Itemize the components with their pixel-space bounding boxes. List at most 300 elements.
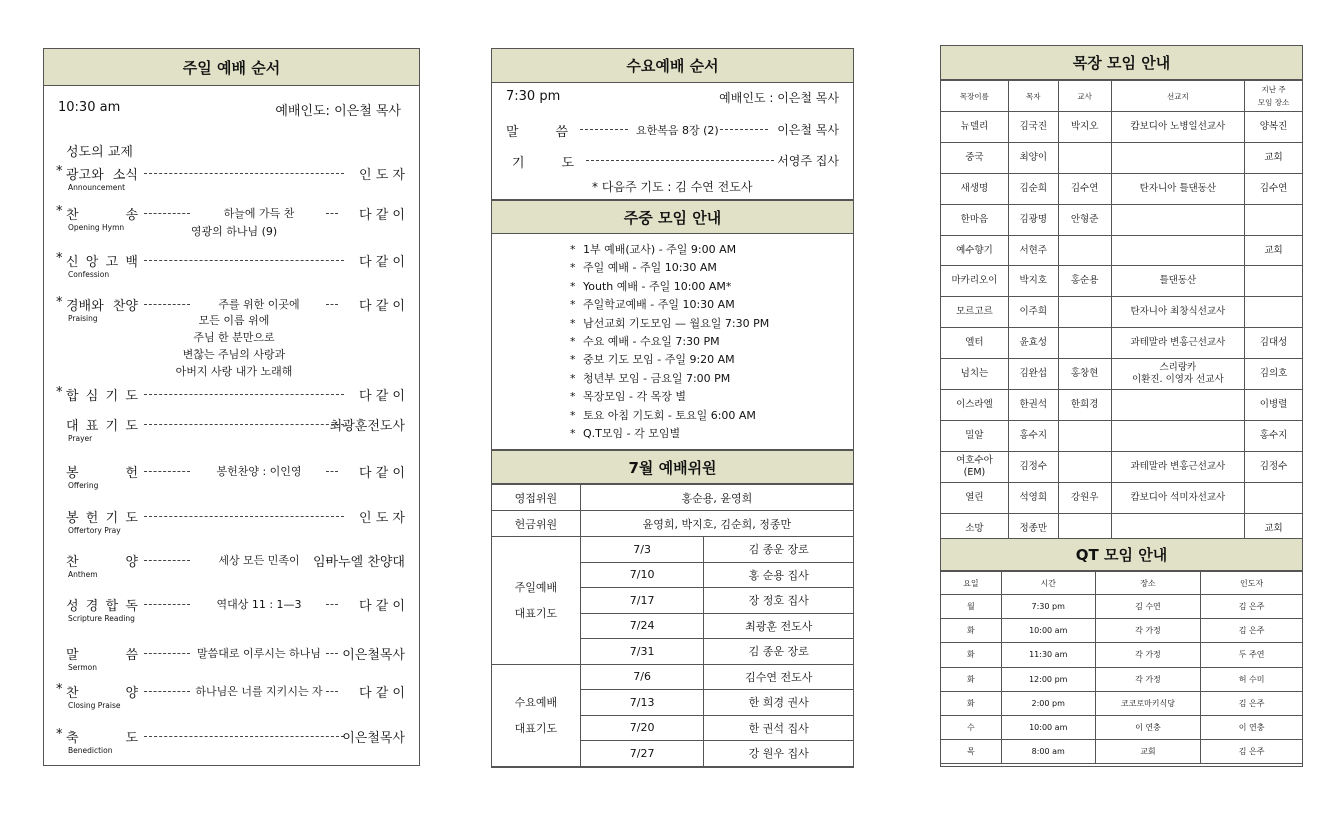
sunday-item-eng: Prayer <box>68 434 93 443</box>
wednesday-sermon-by: 이은철 목사 <box>777 123 839 137</box>
sunday-item-eng: Offering <box>68 481 99 490</box>
qt-leader: 허 수미 <box>1201 667 1303 691</box>
weekly-item <box>570 241 769 259</box>
qt-row <box>941 595 1303 619</box>
sunday-prayer-date: 7/10 <box>580 562 704 588</box>
qt-leader-header: 인도자 <box>1201 572 1303 595</box>
sunday-item-trail-dots <box>326 471 338 472</box>
cell-leader <box>1008 328 1058 359</box>
qt-time: 8:00 am <box>1001 740 1095 764</box>
sunday-item-by: 임마누엘 찬양대 <box>312 555 405 570</box>
qt-time: 12:00 pm <box>1001 667 1095 691</box>
sunday-item-dots <box>144 736 344 737</box>
sunday-item-by: 이은철목사 <box>342 731 405 746</box>
cell-name <box>941 328 1009 359</box>
sunday-prayer-date: 7/17 <box>580 588 704 614</box>
sunday-item-subline: 주님 한 분만으로 <box>193 331 275 344</box>
cell-teacher <box>1058 266 1111 297</box>
cell-teacher <box>1058 112 1111 143</box>
cell-last-place <box>1245 390 1303 421</box>
cell-leader <box>1008 173 1058 204</box>
cell-name-line: 이스라엘 <box>956 398 993 410</box>
cell-teacher-line: 안형준 <box>1070 213 1099 225</box>
sunday-prayer-name: 홍 순용 집사 <box>704 562 854 588</box>
weekly-item <box>570 259 769 277</box>
bullet-icon: * <box>570 243 576 256</box>
cell-name <box>941 359 1009 390</box>
cell-leader-line: 김완섭 <box>1019 368 1048 380</box>
qt-place: 김 수연 <box>1095 595 1201 619</box>
cell-leader-line: 윤효성 <box>1019 337 1048 349</box>
qt-leader: 김 은주 <box>1201 619 1303 643</box>
qt-day: 수 <box>941 715 1002 739</box>
cell-name <box>941 204 1009 235</box>
cell-leader-line: 최양이 <box>1019 151 1048 163</box>
sunday-item-detail: 봉헌찬양 : 이인영 <box>216 465 302 478</box>
cell-last-place-header-line: 모임 장소 <box>1257 98 1290 107</box>
sunday-item-eng: Announcement <box>68 183 126 192</box>
bullet-icon: * <box>570 353 576 367</box>
cell-last-place-header <box>1245 81 1303 112</box>
cell-name-line: 모르고르 <box>956 306 993 318</box>
sunday-item-eng: Benediction <box>68 746 113 755</box>
cell-teacher <box>1058 359 1111 390</box>
sunday-item-mark: * <box>56 727 63 742</box>
cell-last-place <box>1245 451 1303 482</box>
qt-row <box>941 691 1303 715</box>
cell-mission-line: 틀댄동산 <box>1159 275 1197 287</box>
bullet-icon: * <box>570 426 576 440</box>
qt-day: 화 <box>941 691 1002 715</box>
sunday-item-dots <box>144 394 344 395</box>
qt-time: 7:30 pm <box>1001 595 1095 619</box>
cell-mission <box>1111 142 1245 173</box>
sunday-item-name: 신 앙 고 백 <box>66 255 138 270</box>
greeters-names: 홍순용, 윤영희 <box>580 485 853 511</box>
weekly-item-text: Q.T모임 - 각 모임별 <box>583 426 681 440</box>
cell-name-line: 중국 <box>965 151 984 163</box>
cell-leader <box>1008 297 1058 328</box>
cell-mission <box>1111 420 1245 451</box>
cell-name <box>941 266 1009 297</box>
cell-last-place-header-line: 지난 주 <box>1261 85 1286 94</box>
bullet-icon: * <box>570 316 576 330</box>
sunday-item-by: 다 같 이 <box>359 599 405 614</box>
cell-mission-line: 과테말라 변홍근선교사 <box>1130 337 1226 349</box>
cell-mission <box>1111 328 1245 359</box>
cell-mission-line: 탄자니아 틀댄동산 <box>1139 182 1217 194</box>
cell-teacher <box>1058 482 1111 513</box>
sunday-item-eng: Sermon <box>68 663 97 672</box>
weekly-item <box>570 425 769 443</box>
cell-teacher-line: 강원우 <box>1070 491 1099 503</box>
cell-last-place-line: 김수연 <box>1259 182 1288 194</box>
sunday-item-by: 인 도 자 <box>359 511 405 526</box>
weekly-item-text: 수요 예배 - 수요일 7:30 PM <box>583 334 720 348</box>
cell-leader <box>1008 482 1058 513</box>
cell-mission-line: 캄보디아 노병일선교사 <box>1130 120 1226 132</box>
qt-time-header: 시간 <box>1001 572 1095 595</box>
sunday-prayer-label-line2: 대표기도 <box>514 607 558 621</box>
prayer-label: 기 도 <box>512 156 574 171</box>
qt-time: 11:30 am <box>1001 643 1095 667</box>
sunday-item-name: 찬 양 <box>66 686 138 701</box>
sunday-item-subline: 아버지 사랑 내가 노래해 <box>175 365 293 378</box>
sunday-item-leader-dots <box>144 653 190 654</box>
weekly-item-text: 1부 예배(교사) - 주일 9:00 AM <box>583 243 737 256</box>
weekly-item <box>570 333 769 351</box>
cell-row <box>941 359 1303 390</box>
weekly-item <box>570 388 769 406</box>
cell-last-place-line: 교회 <box>1264 522 1283 534</box>
cell-leader <box>1008 235 1058 266</box>
bullet-icon: * <box>570 279 576 293</box>
cell-last-place <box>1245 266 1303 297</box>
cell-last-place <box>1245 142 1303 173</box>
sunday-item-leader-dots <box>144 691 190 692</box>
sunday-item-dots <box>144 424 344 425</box>
sermon-label: 말 씀 <box>506 125 568 140</box>
sunday-prayer-row <box>492 537 854 563</box>
sunday-prayer-label-line1: 주일예배 <box>514 581 558 595</box>
cell-teacher-line: 박지오 <box>1070 120 1099 132</box>
cell-leader <box>1008 359 1058 390</box>
wednesday-prayer-name: 강 원우 집사 <box>704 741 854 767</box>
sunday-item-name: 찬 양 <box>66 555 138 570</box>
sunday-item-mark: * <box>56 682 63 697</box>
cell-leader-line: 홍수지 <box>1019 429 1048 441</box>
cell-last-place-line: 홍수지 <box>1259 429 1288 441</box>
sunday-item-by: 다 같 이 <box>359 466 405 481</box>
wednesday-leader: 예배인도 : 이은철 목사 <box>719 91 839 105</box>
offering-label: 헌금위원 <box>492 511 581 537</box>
wednesday-order-panel <box>491 48 854 200</box>
sunday-prayer-name: 김 종운 장로 <box>704 537 854 563</box>
cell-last-place <box>1245 482 1303 513</box>
cell-name-line: 뉴델리 <box>960 120 989 132</box>
qt-row <box>941 667 1303 691</box>
cell-last-place <box>1245 173 1303 204</box>
weekly-item <box>570 315 769 333</box>
cell-row <box>941 112 1303 143</box>
qt-day: 화 <box>941 619 1002 643</box>
greeters-label: 영접위원 <box>492 485 581 511</box>
sunday-item-leader-dots <box>144 213 190 214</box>
weekly-meetings-panel <box>491 200 854 450</box>
weekly-item <box>570 296 769 314</box>
weekly-item-text: 중보 기도 모임 - 주일 9:20 AM <box>583 353 735 367</box>
sunday-item-detail: 하늘에 가득 찬 <box>223 207 295 220</box>
sermon-dots-left <box>580 129 628 130</box>
cell-leader-header-line: 목자 <box>1026 91 1041 101</box>
qt-place: 이 연충 <box>1095 715 1201 739</box>
sunday-item-subline: 영광의 하나님 (9) <box>190 225 278 238</box>
fellowship-label: 성도의 교제 <box>66 145 133 160</box>
sunday-item-detail: 하나님은 너를 지키시는 자 <box>195 685 323 698</box>
sermon-dots-right <box>720 129 768 130</box>
sunday-item-dots <box>144 173 344 174</box>
cell-last-place <box>1245 297 1303 328</box>
cell-name-line: 새생명 <box>960 182 989 194</box>
qt-row <box>941 643 1303 667</box>
cell-name <box>941 142 1009 173</box>
qt-time: 2:00 pm <box>1001 691 1095 715</box>
cell-leader <box>1008 390 1058 421</box>
cell-last-place-line: 이병렬 <box>1259 398 1288 410</box>
wednesday-sermon-text: 요한복음 8장 (2) <box>636 124 719 137</box>
cell-last-place <box>1245 359 1303 390</box>
sunday-item-by: 최광훈전도사 <box>329 419 405 434</box>
cell-row <box>941 235 1303 266</box>
cell-leader-line: 박지호 <box>1019 275 1048 287</box>
sunday-item-mark: * <box>56 164 63 179</box>
cell-teacher <box>1058 390 1111 421</box>
cell-leader-line: 김정수 <box>1019 460 1048 472</box>
weekly-item-text: 주일 예배 - 주일 10:30 AM <box>583 261 717 275</box>
sunday-item-detail: 주를 위한 이곳에 <box>218 298 300 311</box>
sunday-item-by: 다 같 이 <box>359 389 405 404</box>
weekly-item-text: 청년부 모임 - 금요일 7:00 PM <box>583 371 731 385</box>
cell-mission <box>1111 235 1245 266</box>
sunday-item-trail-dots <box>326 213 338 214</box>
bullet-icon: * <box>570 298 576 312</box>
cell-leader <box>1008 451 1058 482</box>
prayer-dots <box>586 160 774 161</box>
qt-place-header: 장소 <box>1095 572 1201 595</box>
qt-time: 10:00 am <box>1001 619 1095 643</box>
qt-title: QT 모임 안내 <box>941 539 1302 571</box>
cell-row <box>941 266 1303 297</box>
cell-teacher <box>1058 204 1111 235</box>
cell-teacher <box>1058 297 1111 328</box>
sunday-item-trail-dots <box>326 653 338 654</box>
sunday-item-name: 경배와 찬양 <box>66 299 138 314</box>
sunday-item-dots <box>144 516 344 517</box>
cell-leader <box>1008 112 1058 143</box>
qt-place: 각 가정 <box>1095 643 1201 667</box>
cell-name-line: 엘터 <box>965 337 984 349</box>
cell-mission <box>1111 112 1245 143</box>
qt-leader: 김 은주 <box>1201 691 1303 715</box>
cell-mission <box>1111 390 1245 421</box>
cell-row <box>941 420 1303 451</box>
bullet-icon: * <box>570 261 576 275</box>
cell-mission <box>1111 173 1245 204</box>
cell-teacher-header <box>1058 81 1111 112</box>
sunday-item-name: 광고와 소식 <box>66 168 138 183</box>
cell-teacher <box>1058 451 1111 482</box>
cell-mission-header-line: 선교지 <box>1166 91 1189 101</box>
cell-last-place <box>1245 112 1303 143</box>
cell-leader-line: 한권석 <box>1019 398 1048 410</box>
sunday-item-name: 성 경 합 독 <box>66 599 138 614</box>
weekly-item-text: 남선교회 기도모임 — 월요일 7:30 PM <box>583 316 770 330</box>
cell-mission <box>1111 297 1245 328</box>
cell-name-line: 마카리오이 <box>951 275 998 287</box>
cell-leader-line: 석영희 <box>1019 491 1048 503</box>
cell-header-row <box>941 81 1303 112</box>
qt-leader: 김 은주 <box>1201 595 1303 619</box>
qt-row <box>941 619 1303 643</box>
bullet-icon: * <box>570 390 576 404</box>
cell-last-place-line: 김대성 <box>1259 337 1288 349</box>
weekly-meetings-title: 주중 모임 안내 <box>492 200 853 234</box>
cell-row <box>941 328 1303 359</box>
cell-name-line: 넘치는 <box>960 368 989 380</box>
sunday-prayer-name: 김 종운 장로 <box>704 639 854 665</box>
cell-mission-line: 이환진. 이영자 선교사 <box>1132 374 1224 386</box>
cell-teacher-line: 김수연 <box>1070 182 1099 194</box>
qt-leader: 이 연충 <box>1201 715 1303 739</box>
sunday-item-eng: Confession <box>68 270 110 279</box>
cell-teacher <box>1058 173 1111 204</box>
sunday-item-eng: Praising <box>68 314 98 323</box>
sunday-prayer-name: 장 정호 집사 <box>704 588 854 614</box>
cell-last-place-line: 김의호 <box>1259 368 1288 380</box>
july-committee-table <box>491 484 854 767</box>
july-committee-title: 7월 예배위원 <box>492 450 853 484</box>
cell-name <box>941 390 1009 421</box>
sunday-item-name: 봉 헌 기 도 <box>66 511 138 526</box>
qt-place: 각 가정 <box>1095 667 1201 691</box>
weekly-item <box>570 351 769 369</box>
sunday-item-trail-dots <box>326 304 338 305</box>
cell-name <box>941 235 1009 266</box>
cell-row <box>941 173 1303 204</box>
qt-row <box>941 715 1303 739</box>
sunday-item-eng: Anthem <box>68 570 98 579</box>
cell-leader <box>1008 204 1058 235</box>
cell-teacher-line: 홍창현 <box>1070 368 1099 380</box>
cell-name <box>941 482 1009 513</box>
cell-last-place <box>1245 420 1303 451</box>
cell-name <box>941 420 1009 451</box>
cell-teacher <box>1058 328 1111 359</box>
sunday-item-detail: 세상 모든 민족이 <box>218 554 300 567</box>
wednesday-prayer-name: 김수연 전도사 <box>704 664 854 690</box>
cell-name-line: (EM) <box>963 466 986 478</box>
cell-leader <box>1008 420 1058 451</box>
weekly-item-text: 주일학교예배 - 주일 10:30 AM <box>583 298 735 312</box>
cell-name <box>941 112 1009 143</box>
cell-last-place <box>1245 204 1303 235</box>
sunday-order-panel <box>43 48 420 766</box>
july-committee-panel <box>491 450 854 768</box>
sunday-leader: 예배인도: 이은철 목사 <box>275 104 401 119</box>
cell-teacher <box>1058 420 1111 451</box>
qt-place: 코코로마키식당 <box>1095 691 1201 715</box>
qt-place: 교회 <box>1095 740 1201 764</box>
wednesday-prayer-date: 7/13 <box>580 690 704 716</box>
sunday-item-mark: * <box>56 385 63 400</box>
next-week-prayer: * 다음주 기도 : 김 수연 전도사 <box>592 180 753 194</box>
cell-leader <box>1008 266 1058 297</box>
sunday-order-title: 주일 예배 순서 <box>44 49 419 86</box>
sunday-item-by: 다 같 이 <box>359 208 405 223</box>
cell-name <box>941 297 1009 328</box>
cell-mission-line: 스리랑카 <box>1159 362 1197 374</box>
cell-name <box>941 451 1009 482</box>
weekly-item <box>570 278 769 296</box>
wednesday-order-title: 수요예배 순서 <box>492 49 853 83</box>
weekly-item-text: 목장모임 - 각 목장 별 <box>583 390 686 404</box>
qt-time: 10:00 am <box>1001 715 1095 739</box>
sunday-item-leader-dots <box>144 471 190 472</box>
wednesday-prayer-date: 7/27 <box>580 741 704 767</box>
cell-mission-line: 탄자니아 최창식선교사 <box>1130 306 1226 318</box>
sunday-item-eng: Scripture Reading <box>68 614 135 623</box>
sunday-item-by: 다 같 이 <box>359 686 405 701</box>
cell-leader-header <box>1008 81 1058 112</box>
cell-leader-line: 정종만 <box>1019 522 1048 534</box>
sunday-item-eng: Opening Hymn <box>68 223 125 232</box>
july-wednesday-prayers <box>492 664 854 766</box>
sunday-item-name: 합 심 기 도 <box>66 389 138 404</box>
weekly-item <box>570 407 769 425</box>
qt-day: 목 <box>941 740 1002 764</box>
cell-row <box>941 142 1303 173</box>
cell-name <box>941 173 1009 204</box>
sunday-item-name: 찬 송 <box>66 208 138 223</box>
wednesday-prayer-label <box>492 664 581 766</box>
cell-name-line: 소망 <box>965 522 984 534</box>
cell-groups-table <box>940 80 1303 544</box>
cell-leader <box>1008 142 1058 173</box>
cell-row <box>941 451 1303 482</box>
sunday-item-mark: * <box>56 251 63 266</box>
cell-leader-line: 김국진 <box>1019 120 1048 132</box>
sunday-item-name: 말 씀 <box>66 648 138 663</box>
bullet-icon: * <box>570 371 576 385</box>
cell-groups-title: 목장 모임 안내 <box>941 46 1302 80</box>
cell-name-line: 열린 <box>965 491 984 503</box>
sunday-item-name: 봉 헌 <box>66 466 138 481</box>
cell-last-place-line: 김정수 <box>1259 460 1288 472</box>
cell-leader-line: 이주희 <box>1019 306 1048 318</box>
cell-last-place <box>1245 328 1303 359</box>
wednesday-prayer-label-line1: 수요예배 <box>514 696 558 709</box>
sunday-item-leader-dots <box>144 560 190 561</box>
qt-header-row <box>941 572 1303 595</box>
sunday-item-eng: Offertory Pray <box>68 526 121 535</box>
sunday-prayer-label <box>492 537 581 665</box>
cell-name-header <box>941 81 1009 112</box>
cell-last-place-line: 양복진 <box>1259 120 1288 132</box>
cell-row <box>941 390 1303 421</box>
cell-last-place-line: 교회 <box>1264 244 1283 256</box>
weekly-item-text: 토요 아침 기도회 - 토요일 6:00 AM <box>583 408 756 422</box>
cell-name-line: 한마음 <box>960 213 989 225</box>
qt-day: 화 <box>941 643 1002 667</box>
qt-place: 각 가정 <box>1095 619 1201 643</box>
bullet-icon: * <box>570 334 576 348</box>
cell-mission-line: 캄보디아 석미자선교사 <box>1130 491 1226 503</box>
cell-mission <box>1111 451 1245 482</box>
weekly-list <box>570 241 769 443</box>
cell-mission <box>1111 266 1245 297</box>
cell-name-line: 예수향기 <box>956 244 993 256</box>
cell-mission-header <box>1111 81 1245 112</box>
cell-last-place-line: 교회 <box>1264 151 1283 163</box>
sunday-time: 10:30 am <box>58 100 121 115</box>
qt-day: 월 <box>941 595 1002 619</box>
wednesday-prayer-date: 7/6 <box>580 664 704 690</box>
cell-row <box>941 204 1303 235</box>
sunday-item-subline: 모든 이름 위에 <box>198 314 270 327</box>
sunday-item-by: 인 도 자 <box>359 168 405 183</box>
sunday-item-by: 다 같 이 <box>359 299 405 314</box>
sunday-prayer-name: 최광훈 전도사 <box>704 613 854 639</box>
